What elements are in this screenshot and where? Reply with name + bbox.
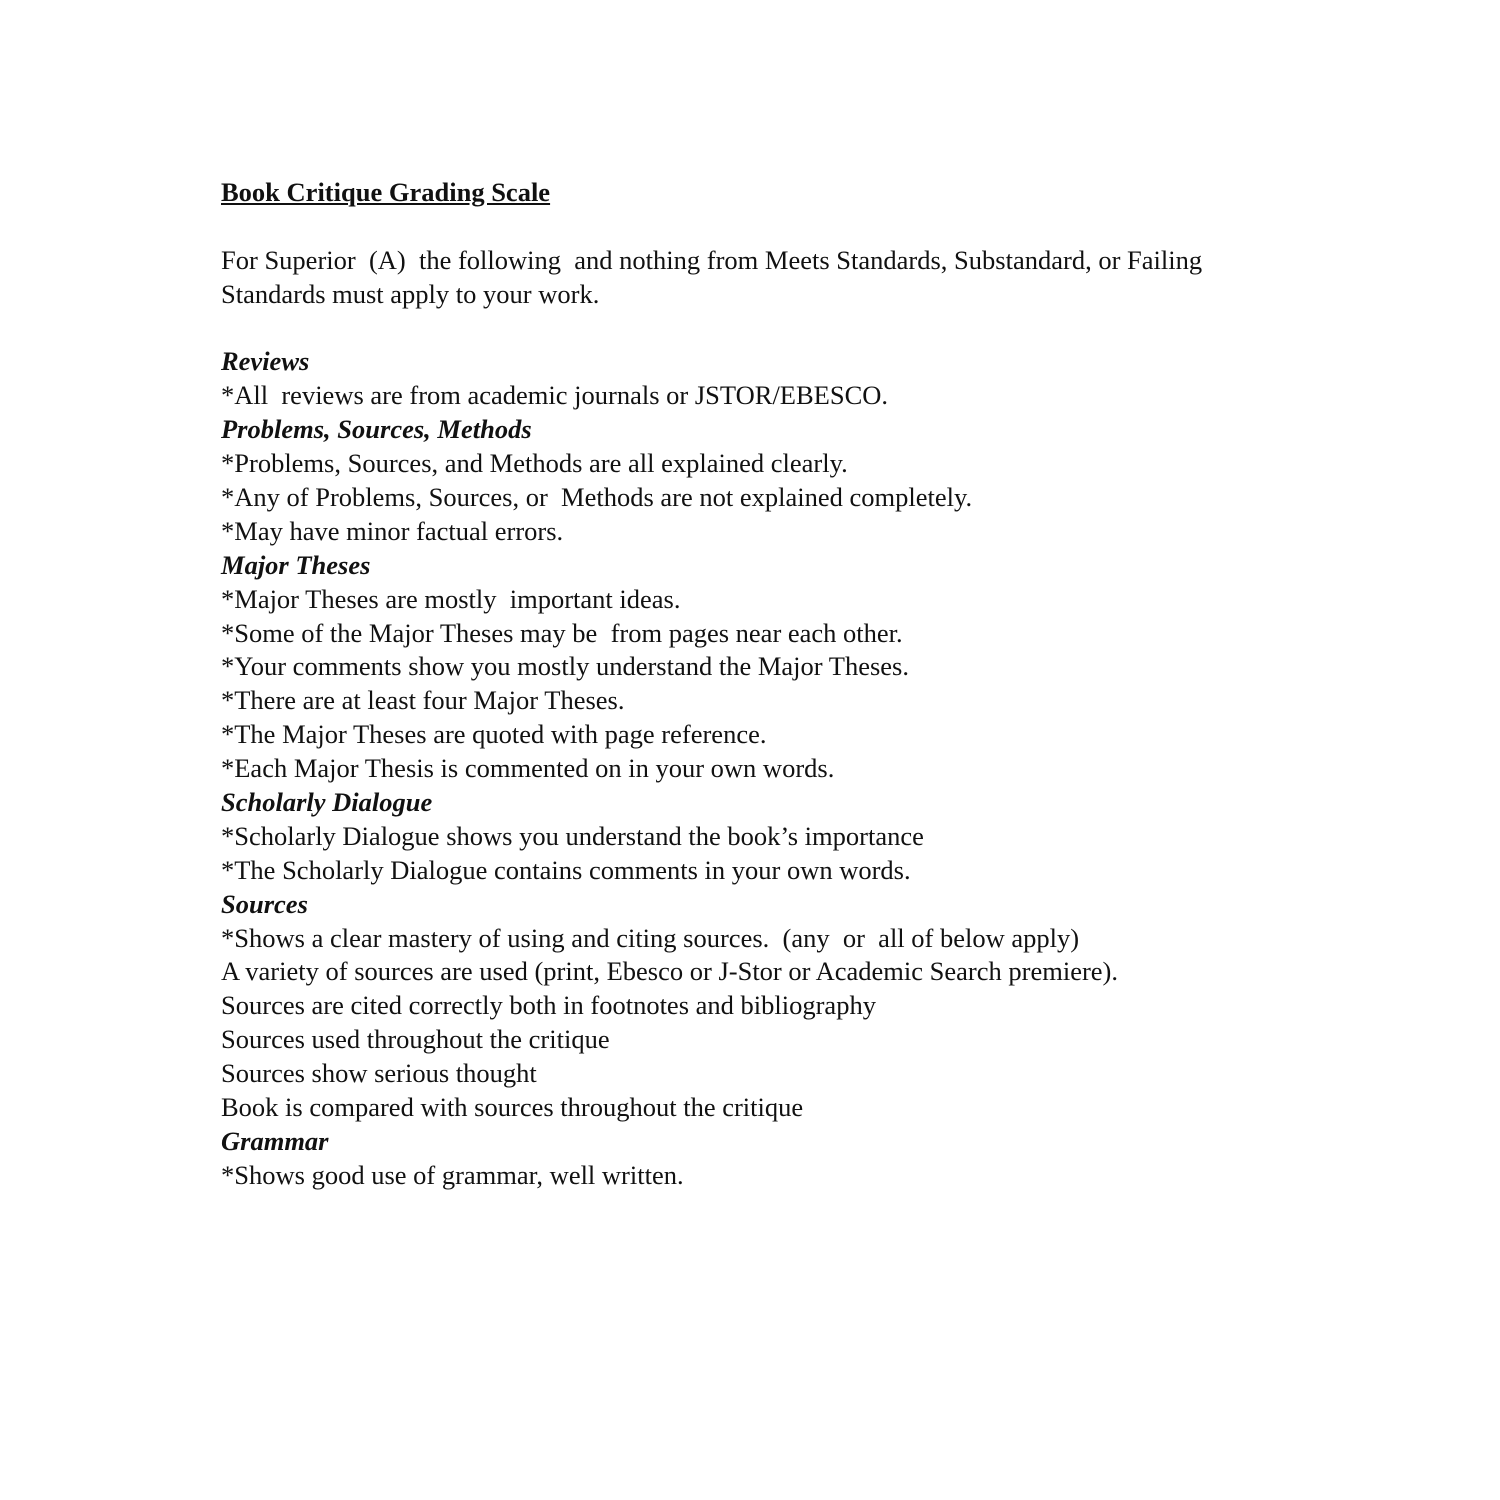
section-heading-sources: Sources [221,888,308,919]
list-item: *There are at least four Major Theses. [221,685,625,716]
list-item: *Problems, Sources, and Methods are all explained clearly. [221,448,848,479]
spacer [221,210,1371,244]
list-item: *All reviews are from academic journals or JSTOR/EBESCO. [221,380,889,411]
section-heading-scholarly-dialogue: Scholarly Dialogue [221,787,433,818]
list-item: Book is compared with sources throughout the critique [221,1092,804,1123]
list-item: *Major Theses are mostly important ideas. [221,583,681,614]
list-item: Sources used throughout the critique [221,1024,610,1055]
list-item: *Shows good use of grammar, well written. [221,1159,684,1190]
list-item: *Shows a clear mastery of using and citing sources. (any or all of below apply) [221,922,1080,953]
list-item: *Your comments show you mostly understand the Major Theses. [221,651,909,682]
list-item: *Each Major Thesis is commented on in your own words. [221,753,835,784]
section-heading-major-theses: Major Theses [221,549,371,580]
section-heading-grammar: Grammar [221,1125,329,1156]
section-heading-reviews: Reviews [221,346,310,377]
intro-line: Standards must apply to your work. [221,278,600,309]
list-item: *The Scholarly Dialogue contains comments in your own words. [221,854,911,885]
list-item: *May have minor factual errors. [221,515,564,546]
list-item: *The Major Theses are quoted with page reference. [221,719,767,750]
list-item: *Some of the Major Theses may be from pages near each other. [221,617,903,648]
list-item: A variety of sources are used (print, Ebesco or J-Stor or Academic Search premiere). [221,956,1118,987]
list-item: Sources are cited correctly both in footnotes and bibliography [221,990,876,1021]
document-page [221,176,1371,1193]
document-title: Book Critique Grading Scale [221,177,551,207]
spacer [221,312,1371,346]
list-item: *Any of Problems, Sources, or Methods are not explained completely. [221,482,973,513]
list-item: *Scholarly Dialogue shows you understand the book’s importance [221,820,924,851]
section-heading-problems-sources-methods: Problems, Sources, Methods [221,414,532,445]
intro-line: For Superior (A) the following and nothing from Meets Standards, Substandard, or Failing [221,244,1203,275]
list-item: Sources show serious thought [221,1058,537,1089]
